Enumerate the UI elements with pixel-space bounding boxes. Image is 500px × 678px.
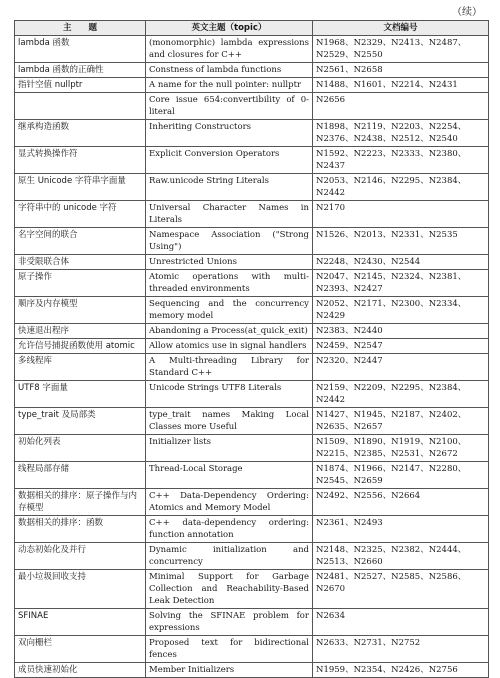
cell-docs: N2159、N2209、N2295、N2384、N2442 <box>313 381 489 408</box>
proposal-table <box>14 20 489 678</box>
header-topic: 主 题 <box>15 21 146 36</box>
cell-docs: N2633、N2731、N2752 <box>313 636 489 663</box>
cell-docs: N2383、N2440 <box>313 324 489 339</box>
cell-topic: 原子操作 <box>15 270 146 297</box>
table-row <box>15 147 489 174</box>
cell-english: Thread-Local Storage <box>146 462 313 489</box>
cell-topic: type_trait 及局部类 <box>15 408 146 435</box>
cell-docs: N2320、N2447 <box>313 354 489 381</box>
table-row <box>15 63 489 78</box>
cell-docs: N2492、N2556、N2664 <box>313 489 489 516</box>
cell-english: Inheriting Constructors <box>146 120 313 147</box>
cell-english: C++ Data-Dependency Ordering: Atomics and Memory Model <box>146 489 313 516</box>
cell-english: Solving the SFINAE problem for expressions <box>146 609 313 636</box>
table-row <box>15 174 489 201</box>
cell-topic: 指针空值 nullptr <box>15 78 146 93</box>
table-row <box>15 255 489 270</box>
cell-topic: 继承构造函数 <box>15 120 146 147</box>
table-row <box>15 435 489 462</box>
header-english: 英文主题（topic） <box>146 21 313 36</box>
table-row <box>15 324 489 339</box>
cell-english: Constness of lambda functions <box>146 63 313 78</box>
cell-topic: 允许信号捕捉函数使用 atomic <box>15 339 146 354</box>
cell-docs: N2047、N2145、N2324、N2381、N2393、N2427 <box>313 270 489 297</box>
cell-docs: N2053、N2146、N2295、N2384、N2442 <box>313 174 489 201</box>
cell-docs: N2248、N2430、N2544 <box>313 255 489 270</box>
cell-topic: 数据相关的排序：原子操作与内存模型 <box>15 489 146 516</box>
cell-topic: 名字空间的联合 <box>15 228 146 255</box>
continuation-note: （续） <box>452 7 482 18</box>
cell-docs: N1592、N2223、N2333、N2380、N2437 <box>313 147 489 174</box>
table-row <box>15 609 489 636</box>
cell-english: Allow atomics use in signal handlers <box>146 339 313 354</box>
table-row <box>15 270 489 297</box>
cell-docs: N1509、N1890、N1919、N2100、N2215、N2385、N2531、N2672 <box>313 435 489 462</box>
cell-topic: 数据相关的排序：函数 <box>15 516 146 543</box>
cell-topic: 原生 Unicode 字符串字面量 <box>15 174 146 201</box>
cell-english: Initializer lists <box>146 435 313 462</box>
cell-docs: N2170 <box>313 201 489 228</box>
cell-english: Core issue 654:convertibility of 0-literal <box>146 93 313 120</box>
cell-english: Minimal Support for Garbage Collection and Reachability-Based Leak Detection <box>146 570 313 609</box>
cell-topic <box>15 93 146 120</box>
cell-topic: 快速退出程序 <box>15 324 146 339</box>
cell-topic: 非受限联合体 <box>15 255 146 270</box>
table-row <box>15 228 489 255</box>
cell-english: Proposed text for bidirectional fences <box>146 636 313 663</box>
cell-english: Abandoning a Process(at_quick_exit) <box>146 324 313 339</box>
cell-topic: 双向栅栏 <box>15 636 146 663</box>
cell-english: Universal Character Names in Literals <box>146 201 313 228</box>
table-body <box>15 36 489 678</box>
table-row <box>15 78 489 93</box>
cell-docs: N2656 <box>313 93 489 120</box>
table-row <box>15 408 489 435</box>
cell-docs: N2561、N2658 <box>313 63 489 78</box>
cell-english: C++ data-dependency ordering: function annotation <box>146 516 313 543</box>
cell-topic: 字符串中的 unicode 字符 <box>15 201 146 228</box>
cell-english: (monomorphic) lambda expressions and closures for C++ <box>146 36 313 63</box>
cell-topic: UTF8 字面量 <box>15 381 146 408</box>
cell-docs: N2481、N2527、N2585、N2586、N2670 <box>313 570 489 609</box>
cell-english: type_trait names Making Local Classes more Useful <box>146 408 313 435</box>
cell-docs: N2459、N2547 <box>313 339 489 354</box>
cell-docs: N2148、N2325、N2382、N2444、N2513、N2660 <box>313 543 489 570</box>
header-docs: 文档编号 <box>313 21 489 36</box>
cell-topic: 多线程库 <box>15 354 146 381</box>
cell-topic: lambda 函数的正确性 <box>15 63 146 78</box>
table-row <box>15 462 489 489</box>
cell-docs: N1959、N2354、N2426、N2756 <box>313 663 489 678</box>
cell-topic: 动态初始化及并行 <box>15 543 146 570</box>
cell-english: Raw.unicode String Literals <box>146 174 313 201</box>
document-page <box>14 6 488 678</box>
cell-topic: 初始化列表 <box>15 435 146 462</box>
cell-english: A Multi-threading Library for Standard C++ <box>146 354 313 381</box>
table-row <box>15 636 489 663</box>
cell-english: Atomic operations with multi-threaded environments <box>146 270 313 297</box>
cell-english: Namespace Association ("Strong Using") <box>146 228 313 255</box>
table-row <box>15 201 489 228</box>
table-row <box>15 543 489 570</box>
cell-english: Sequencing and the concurrency memory model <box>146 297 313 324</box>
cell-topic: SFINAE <box>15 609 146 636</box>
table-row <box>15 354 489 381</box>
table-row <box>15 297 489 324</box>
cell-english: Unicode Strings UTF8 Literals <box>146 381 313 408</box>
cell-docs: N1968、N2329、N2413、N2487、N2529、N2550 <box>313 36 489 63</box>
cell-docs: N1526、N2013、N2331、N2535 <box>313 228 489 255</box>
cell-english: Explicit Conversion Operators <box>146 147 313 174</box>
table-row <box>15 489 489 516</box>
cell-topic: lambda 函数 <box>15 36 146 63</box>
cell-topic: 线程局部存储 <box>15 462 146 489</box>
cell-topic: 最小垃圾回收支持 <box>15 570 146 609</box>
table-row <box>15 663 489 678</box>
table-row <box>15 516 489 543</box>
table-row <box>15 36 489 63</box>
cell-english: Member Initializers <box>146 663 313 678</box>
cell-docs: N2634 <box>313 609 489 636</box>
cell-english: Unrestricted Unions <box>146 255 313 270</box>
cell-docs: N1427、N1945、N2187、N2402、N2635、N2657 <box>313 408 489 435</box>
table-row <box>15 339 489 354</box>
cell-docs: N2052、N2171、N2300、N2334、N2429 <box>313 297 489 324</box>
cell-english: Dynamic initialization and concurrency <box>146 543 313 570</box>
cell-docs: N1874、N1966、N2147、N2280、N2545、N2659 <box>313 462 489 489</box>
cell-english: A name for the null pointer: nullptr <box>146 78 313 93</box>
cell-topic: 顺序及内存模型 <box>15 297 146 324</box>
table-row <box>15 381 489 408</box>
table-row <box>15 570 489 609</box>
cell-topic: 成员快速初始化 <box>15 663 146 678</box>
cell-docs: N1488、N1601、N2214、N2431 <box>313 78 489 93</box>
cell-docs: N2361、N2493 <box>313 516 489 543</box>
table-row <box>15 93 489 120</box>
table-header-row <box>15 21 489 36</box>
cell-topic: 显式转换操作符 <box>15 147 146 174</box>
cell-docs: N1898、N2119、N2203、N2254、N2376、N2438、N2512、N2540 <box>313 120 489 147</box>
table-row <box>15 120 489 147</box>
